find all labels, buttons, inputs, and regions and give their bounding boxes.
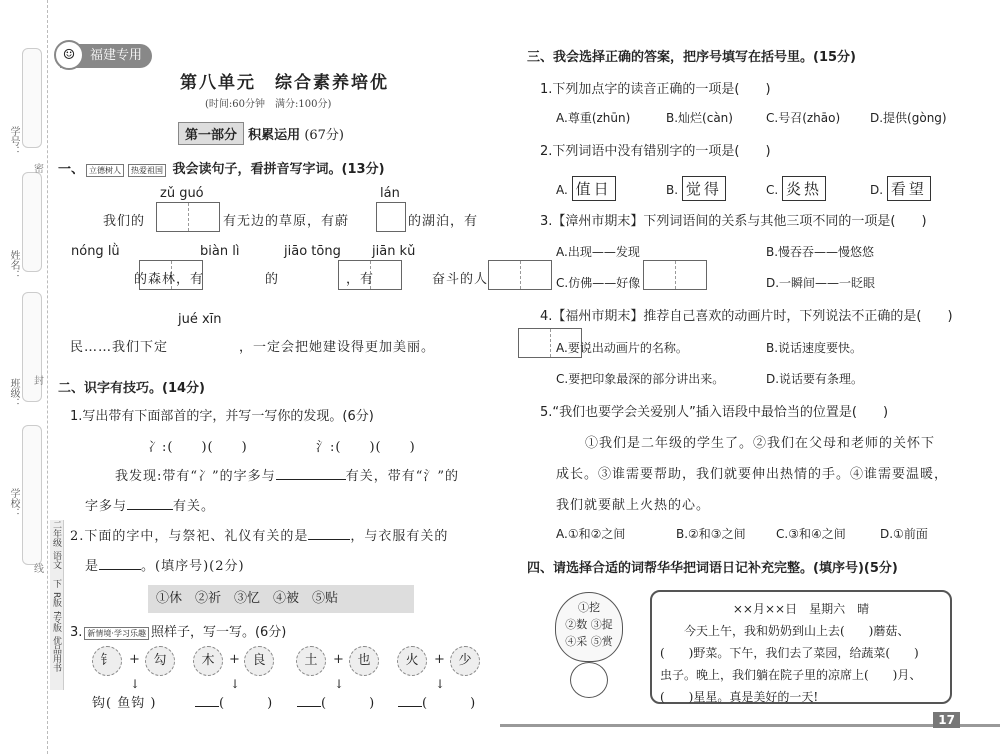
radical-row-2: 氵:( )( ) [316,440,416,455]
part-label: 第一部分 [178,122,244,145]
page-footer-bar [500,724,1000,727]
s3q3-option-a[interactable]: A.出现——发现 [556,245,640,259]
example-answer: 钩( 鱼钩 ) [92,696,157,711]
part-circle-6: 也 [349,646,379,676]
s3q5-option-b[interactable]: B.②和③之间 [676,527,746,541]
s3q2-word-c: 炎热 [782,176,826,201]
s3q4-option-a[interactable]: A.要说出动画片的名称。 [556,341,688,355]
pinyin-6: jiān kǔ [372,244,416,259]
plus-1: + [129,652,141,667]
s2q3-tag: 新情境·学习乐趣 [84,627,149,640]
diary-line-2: ( )野菜。下午，我们去了菜园，给蔬菜( ) [660,646,919,660]
margin-feng: 封 [34,376,44,387]
word-option-5: ⑤赏 [590,635,613,648]
arrow-down-icon: ↓ [130,677,141,691]
plus-3: + [333,652,345,667]
sentence-line-2b: 的 [265,272,280,287]
part-circle-2: 勾 [145,646,175,676]
sentence-line-3b: ，一定会把她建设得更加美丽。 [239,340,436,355]
s3q2-letter-a: A. [556,183,568,197]
s3q4-option-d[interactable]: D.说话要有条理。 [766,372,864,386]
spine-term: 下 [51,579,61,588]
spine-type: f专版 [51,611,61,633]
finding-blank-1[interactable] [276,479,346,480]
compose-paren-2: ( ) [321,696,376,711]
s3q3-option-c[interactable]: C.仿佛——好像 [556,276,641,290]
s2q2-a: 2.下面的字中，与祭祀、礼仪有关的是 [70,529,309,544]
s3q5-paragraph-3: 我们就要献上火热的心。 [556,498,711,513]
sentence-line-2c: ，有 [346,272,375,287]
spine-book: 优品用书 [51,636,61,673]
s3q5-paragraph-2: 成长。③谁需要帮助，我们就要伸出热情的手。④谁需要温暖， [556,467,949,482]
answer-box-5[interactable] [488,260,552,290]
part-score: (67分) [304,128,344,143]
s3q5-paragraph-1: ①我们是二年级的学生了。②我们在父母和老师的关怀下 [585,436,936,451]
s2q2-blank-2[interactable] [99,569,141,570]
word-balloon [555,592,623,662]
margin-label-class: 班级： [8,378,19,408]
margin-label-id: 学号： [8,126,19,156]
section-1-heading [58,158,385,177]
region-badge: 福建专用 [60,44,152,68]
spine-label [50,520,64,690]
sentence-line-1a: 我们的 [103,214,146,229]
compose-answer-2[interactable] [297,692,375,711]
s3q2-word-b: 觉得 [682,176,726,201]
pinyin-1: zǔ guó [160,186,204,201]
page-title: 第八单元 综合素养培优 [180,73,389,93]
section-3-heading: 三、我会选择正确的答案，把序号填写在括号里。(15分) [527,50,856,65]
sentence-line-3a: 民……我们下定 [70,340,169,355]
arrow-down-icon: ↓ [435,677,446,691]
word-option-1: ①挖 [578,601,600,614]
s2-question-2-cont [85,555,245,574]
part-circle-4: 良 [244,646,274,676]
s3q1-option-b[interactable]: B.灿烂(càn) [666,111,733,125]
finding-line-1 [115,465,459,484]
finding-1a: 我发现:带有“冫”的字多与 [115,469,276,484]
part-name: 积累运用 [248,128,301,143]
answer-box-6[interactable] [643,260,707,290]
id-box [22,48,42,148]
spine-subject: 语文 [51,551,61,569]
pinyin-5: jiāo tōng [284,244,341,259]
compose-paren-3: ( ) [422,696,477,711]
s3q3-option-b[interactable]: B.慢吞吞——慢悠悠 [766,245,875,259]
arrow-down-icon: ↓ [230,677,241,691]
plus-4: + [434,652,446,667]
section-1-num: 一、 [58,162,85,177]
school-box [22,425,42,565]
s3q1-option-a[interactable]: A.尊重(zhūn) [556,111,631,125]
pinyin-7: jué xīn [178,312,222,327]
s3q2-letter-b: B. [666,183,679,197]
compose-answer-3[interactable] [398,692,476,711]
answer-box-1[interactable] [156,202,220,232]
s2q2-c: 是 [85,559,100,574]
mascot-icon: ☺ [54,40,84,70]
sentence-line-2a: 的森林，有 [134,272,205,287]
diary-line-3: 虫子。晚上，我们躺在院子里的凉席上( )月、 [660,668,922,682]
s3q2-option-c[interactable] [766,176,826,201]
section-1-text: 我会读句子，看拼音写字词。(13分) [172,162,385,177]
s2q2-blank-1[interactable] [308,539,350,540]
finding-1b: 有关，带有“氵”的 [345,469,459,484]
s3-question-5: 5.“我们也要学会关爱别人”插入语段中最恰当的位置是( ) [540,405,889,420]
diary-line-4: ( )星星。真是美好的一天! [660,690,819,704]
margin-xian: 线 [34,564,44,575]
s3q2-word-a: 值日 [572,176,616,201]
part-circle-7: 火 [397,646,427,676]
s3q5-option-d[interactable]: D.①前面 [880,527,928,541]
finding-line-2 [85,495,215,514]
panda-icon [570,662,608,698]
s3q4-option-c[interactable]: C.要把印象最深的部分讲出来。 [556,372,725,386]
finding-2b: 有关。 [173,499,216,514]
s3-question-4: 4.【福州市期末】推荐自己喜欢的动画片时，下列说法不正确的是( ) [540,309,953,324]
s3q1-option-d[interactable]: D.提供(gòng) [870,111,947,125]
s3q3-option-d[interactable]: D.一瞬间——一眨眼 [766,276,876,290]
pinyin-3: nóng lǜ [71,244,120,259]
s3-question-3: 3.【漳州市期末】下列词语间的关系与其他三项不同的一项是( ) [540,214,927,229]
s3-question-2: 2.下列词语中没有错别字的一项是( ) [540,144,771,159]
s3q2-letter-c: C. [766,183,779,197]
sentence-line-2d: 奋斗的人 [432,272,489,287]
pinyin-4: biàn lì [200,244,240,259]
finding-blank-2[interactable] [127,509,173,510]
finding-2a: 字多与 [85,499,128,514]
word-option-4: ④采 [565,635,588,648]
sentence-line-1b: 有无边的草原，有蔚 [223,214,350,229]
part-circle-5: 土 [296,646,326,676]
page-number: 17 [933,712,960,728]
s3q2-option-a[interactable] [556,176,616,201]
answer-box-2[interactable] [376,202,406,232]
section-2-heading: 二、识字有技巧。(14分) [58,381,205,396]
part-circle-1: 钅 [92,646,122,676]
compose-paren-1: ( ) [219,696,274,711]
margin-mi: 密 [34,164,44,175]
word-option-3: ③捉 [590,618,613,631]
plus-2: + [229,652,241,667]
compose-answer-1[interactable] [195,692,273,711]
s3q5-option-a[interactable]: A.①和②之间 [556,527,626,541]
s3q4-option-b[interactable]: B.说话速度要快。 [766,341,863,355]
section-1-tag-1: 立德树人 [86,164,124,177]
s3q2-option-b[interactable] [666,176,726,201]
s2-question-3 [70,621,286,640]
exam-meta: (时间:60分钟 满分:100分) [205,99,332,110]
word-option-2: ②数 [565,618,588,631]
arrow-down-icon: ↓ [334,677,345,691]
part-circle-8: 少 [450,646,480,676]
s2q2-b: ，与衣服有关的 [350,529,449,544]
name-box [22,172,42,272]
char-options: ①休 ②祈 ③忆 ④被 ⑤贴 [148,585,414,613]
radical-row-1: 冫:( )( ) [148,440,248,455]
s2-question-1: 1.写出带有下面部首的字，并写一写你的发现。(6分) [70,409,374,424]
s2-question-2 [70,525,448,544]
diary-line-1: 今天上午，我和奶奶到山上去( )蘑菇、 [684,624,910,638]
s3q2-word-d: 看望 [887,176,931,201]
s3q1-option-c[interactable]: C.号召(zhāo) [766,111,841,125]
margin-label-name: 姓名： [8,250,19,280]
part-heading [178,122,344,145]
diary-box [650,590,952,704]
diary-date: ××月××日 星期六 晴 [732,602,870,616]
margin-label-school: 学校： [8,488,19,518]
s3q2-option-d[interactable] [870,176,931,201]
s2q3-text: 照样子，写一写。(6分) [150,625,287,640]
pinyin-2: lán [380,186,400,201]
section-4-heading: 四、请选择合适的词帮华华把词语日记补充完整。(填序号)(5分) [527,561,898,576]
spine-grade: 二年级 [51,520,61,547]
spine-edition: R版 [51,592,61,608]
s3q2-letter-d: D. [870,183,884,197]
s3q5-option-c[interactable]: C.③和④之间 [776,527,846,541]
sentence-line-1c: 的湖泊，有 [408,214,479,229]
part-circle-3: 木 [193,646,223,676]
section-1-tag-2: 热爱祖国 [128,164,166,177]
s2q3-num: 3. [70,625,83,640]
s3-question-1: 1.下列加点字的读音正确的一项是( ) [540,82,771,97]
s2q2-d: 。(填序号)(2分) [141,559,245,574]
